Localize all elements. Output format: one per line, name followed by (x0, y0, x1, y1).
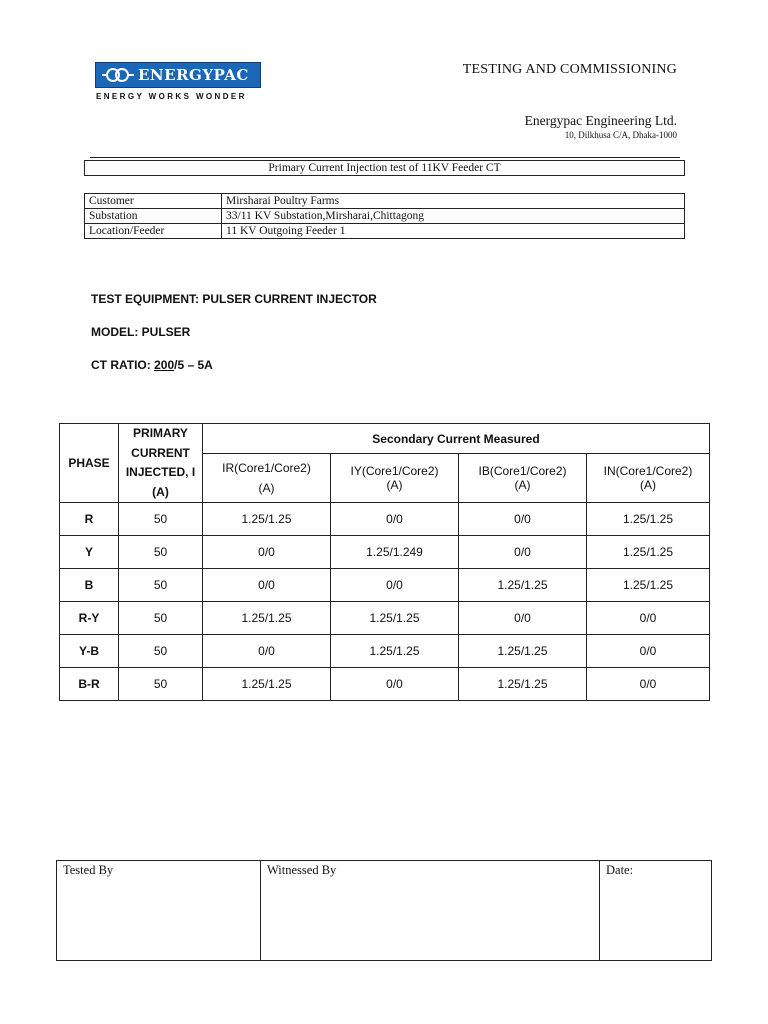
ir-cell: 0/0 (203, 635, 331, 668)
table-row (60, 602, 710, 635)
primary-cell: 50 (119, 668, 203, 701)
test-title: Primary Current Injection test of 11KV Feeder CT (84, 160, 685, 176)
readings-table (59, 423, 710, 701)
in-cell: 1.25/1.25 (587, 569, 710, 602)
table-row (60, 635, 710, 668)
phase-cell: B (60, 569, 119, 602)
info-row (85, 224, 685, 239)
iy-cell: 1.25/1.25 (331, 602, 459, 635)
in-cell: 1.25/1.25 (587, 503, 710, 536)
ir-cell: 0/0 (203, 536, 331, 569)
in-cell: 1.25/1.25 (587, 536, 710, 569)
info-row (85, 194, 685, 209)
ct-ratio (91, 358, 213, 372)
iy-cell: 0/0 (331, 503, 459, 536)
ir-cell: 0/0 (203, 569, 331, 602)
ib-cell: 1.25/1.25 (459, 668, 587, 701)
primary-cell: 50 (119, 635, 203, 668)
ct-ratio-label: CT RATIO: (91, 358, 155, 372)
phase-header: PHASE (60, 424, 119, 503)
primary-cell: 50 (119, 536, 203, 569)
logo-banner (95, 62, 261, 88)
table-row (60, 536, 710, 569)
info-key: Substation (85, 209, 222, 224)
ir-cell: 1.25/1.25 (203, 668, 331, 701)
company-address: 10, Dilkhusa C/A, Dhaka-1000 (564, 130, 677, 140)
model: MODEL: PULSER (91, 325, 191, 339)
ib-cell: 1.25/1.25 (459, 569, 587, 602)
primary-current-header: PRIMARY CURRENT INJECTED, I (A) (119, 424, 203, 503)
ct-ratio-secondary: /5 – 5A (174, 358, 213, 372)
phase-cell: R (60, 503, 119, 536)
info-key: Location/Feeder (85, 224, 222, 239)
logo-tagline: ENERGY WORKS WONDER (96, 92, 247, 101)
in-header: IN(Core1/Core2) (A) (587, 454, 710, 503)
iy-cell: 1.25/1.25 (331, 635, 459, 668)
header-divider (90, 157, 680, 158)
test-equipment: TEST EQUIPMENT: PULSER CURRENT INJECTOR (91, 292, 377, 306)
info-value: 33/11 KV Substation,Mirsharai,Chittagong (222, 209, 685, 224)
table-row (60, 569, 710, 602)
ib-cell: 0/0 (459, 602, 587, 635)
table-row (60, 668, 710, 701)
table-row (60, 503, 710, 536)
ct-ratio-primary: 200 (154, 358, 175, 372)
secondary-current-header: Secondary Current Measured (203, 424, 710, 454)
ir-cell: 1.25/1.25 (203, 602, 331, 635)
primary-cell: 50 (119, 569, 203, 602)
info-value: 11 KV Outgoing Feeder 1 (222, 224, 685, 239)
phase-cell: Y (60, 536, 119, 569)
primary-cell: 50 (119, 602, 203, 635)
ib-cell: 0/0 (459, 536, 587, 569)
ib-header: IB(Core1/Core2) (A) (459, 454, 587, 503)
company-name: Energypac Engineering Ltd. (524, 113, 677, 128)
in-cell: 0/0 (587, 602, 710, 635)
signature-table (56, 860, 712, 961)
document-header-title: TESTING AND COMMISSIONING (462, 62, 677, 77)
iy-cell: 1.25/1.249 (331, 536, 459, 569)
in-cell: 0/0 (587, 635, 710, 668)
logo-wordmark: ENERGYPAC (138, 66, 249, 84)
info-row (85, 209, 685, 224)
iy-cell: 0/0 (331, 569, 459, 602)
phase-cell: R-Y (60, 602, 119, 635)
ib-cell: 1.25/1.25 (459, 635, 587, 668)
iy-cell: 0/0 (331, 668, 459, 701)
date-field[interactable]: Date: (600, 861, 712, 961)
in-cell: 0/0 (587, 668, 710, 701)
logo-rings-icon (102, 67, 136, 83)
info-key: Customer (85, 194, 222, 209)
ir-header: IR(Core1/Core2) (A) (203, 454, 331, 503)
company-logo (95, 62, 261, 101)
iy-header: IY(Core1/Core2) (A) (331, 454, 459, 503)
tested-by-field[interactable]: Tested By (57, 861, 261, 961)
witnessed-by-field[interactable]: Witnessed By (261, 861, 600, 961)
ib-cell: 0/0 (459, 503, 587, 536)
phase-cell: B-R (60, 668, 119, 701)
site-info-table (84, 193, 685, 239)
info-value: Mirsharai Poultry Farms (222, 194, 685, 209)
ir-cell: 1.25/1.25 (203, 503, 331, 536)
primary-cell: 50 (119, 503, 203, 536)
phase-cell: Y-B (60, 635, 119, 668)
